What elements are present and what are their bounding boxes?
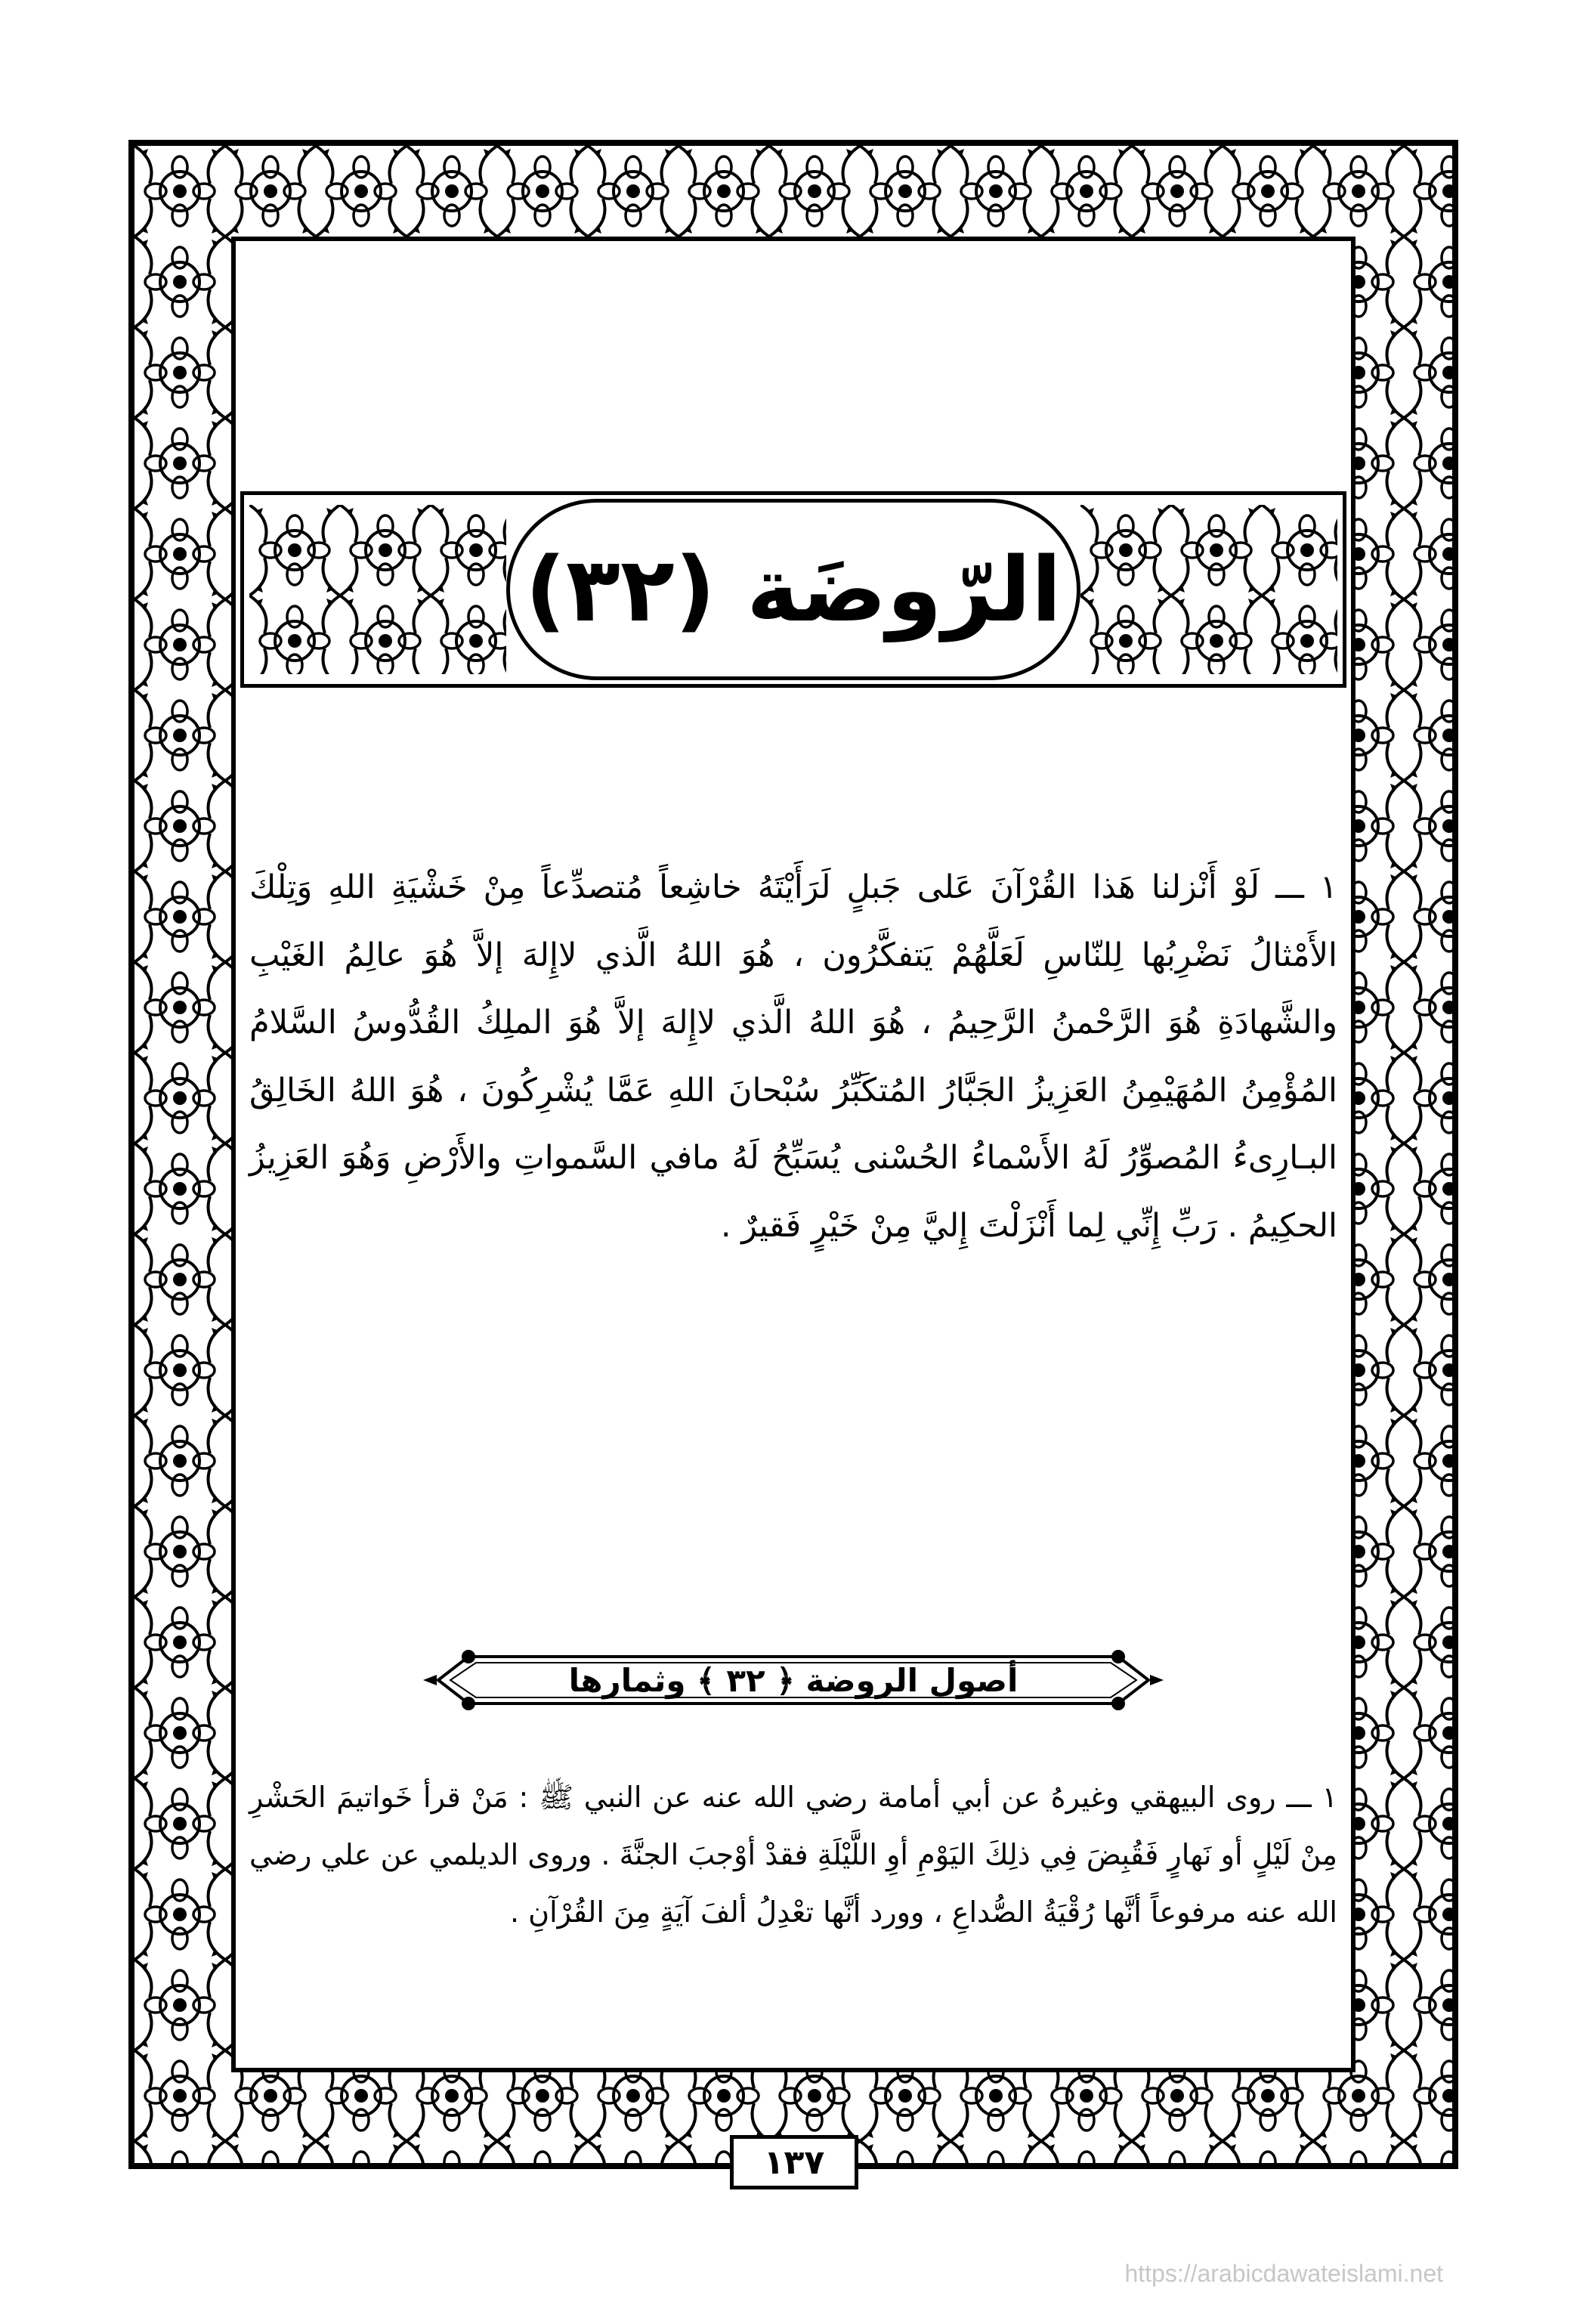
main-quran-paragraph: ١ ـــ لَوْ أَنْزلنا هَذا القُرْآنَ عَلى جَبلٍ لَرَأَيْتَهُ خاشِعاً مُتصدِّعاً مِنْ خَشْيَةِ اللهِ وَتِلْكَ الأَمْثالُ نَضْرِبُها لِلنّاسِ لَعَلَّهُمْ يَتفكَّرُون ، هُوَ اللهُ الَّذي لاإِلهَ إلاَّ هُوَ عالِمُ الغَيْبِ والشَّهادَةِ هُوَ الرَّحْمنُ الرَّحِيمُ ، هُوَ اللهُ الَّذي لاإِلهَ إلاَّ هُوَ الملِكُ القُدُّوسُ السَّلامُ المُؤْمِنُ المُهَيْمِنُ العَزِيزُ الجَبَّارُ المُتكَبِّرُ سُبْحانَ اللهِ عَمَّا يُشْرِكُونَ ، هُوَ اللهُ الخَالِقُ البـارِىءُ المُصوِّرُ لَهُ الأَسْماءُ الحُسْنى يُسَبِّحُ لَهُ مافي السَّمواتِ والأَرْضِ وَهُوَ العَزِيزُ الحكِيمُ . رَبِّ إِنِّي لِما أَنْزَلْتَ إِليَّ مِنْ خَيْرٍ فَقيرٌ . — [249, 868, 1337, 1245]
banner-ornament-left — [249, 505, 506, 674]
page-number: ١٣٧ — [730, 2135, 858, 2189]
banner-ornament-right — [1080, 505, 1337, 674]
title-cartouche — [506, 499, 1080, 680]
page-title: الرّوضَة (٣٢) — [524, 537, 1062, 642]
sub-header-text: أصول الروضة ﴿ ٣٢ ﴾ وثمارها — [568, 1661, 1019, 1699]
section-sub-header — [423, 1648, 1164, 1713]
watermark-url: https://arabicdawateislami.net — [1124, 2260, 1443, 2287]
hadith-paragraph: ١ ـــ روى البيهقي وغيرهُ عن أبي أمامة رضي الله عنه عن النبي ﷺ : مَنْ قرأ خَواتيمَ الحَشْرِ مِنْ لَيْلٍ أو نَهارٍ فَقُبِضَ فِي ذلِكَ اليَوْمِ أوِ اللَّيْلَةِ فقدْ أوْجبَ الجنَّةَ . وروى الديلمي عن علي رضي الله عنه مرفوعاً أنَّها رُقْيَةُ الصُّداعِ ، وورد أنَّها تعْدِلُ ألفَ آيَةٍ مِنَ القُرْآنِ . — [249, 1781, 1337, 1929]
